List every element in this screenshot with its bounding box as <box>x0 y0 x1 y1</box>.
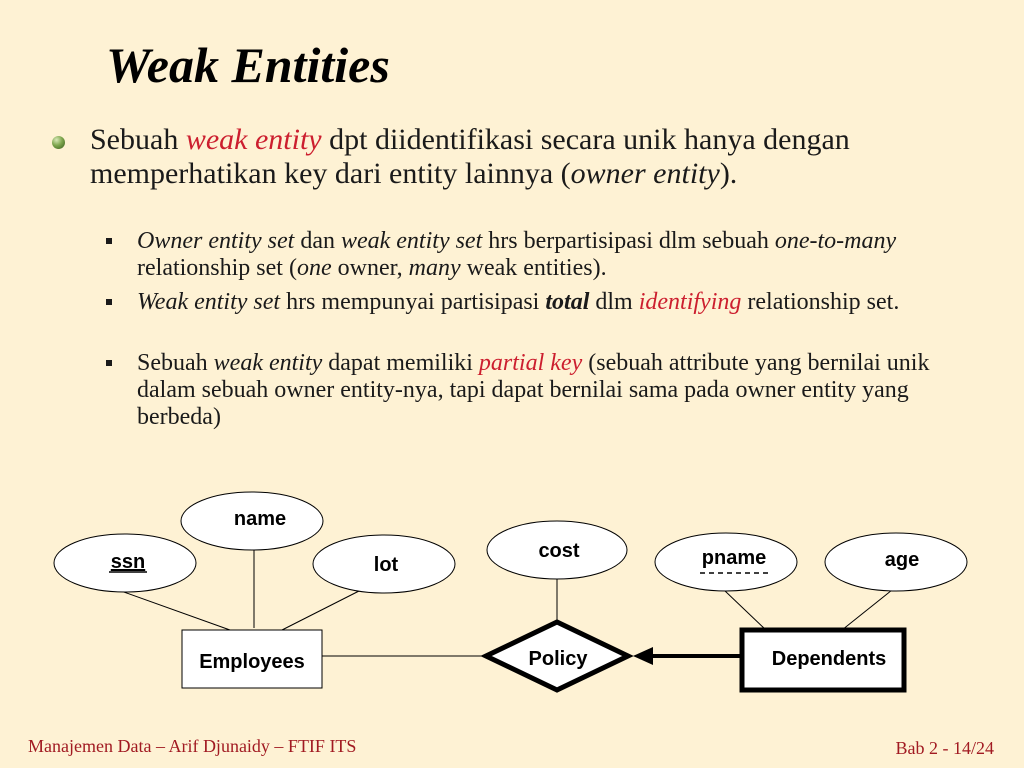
footer-page-number: Bab 2 - 14/24 <box>895 738 994 758</box>
sub-bullet-2-text-5: identifying <box>638 289 742 315</box>
sub-bullet-1-text-2: dan <box>294 228 341 254</box>
attribute-cost <box>487 521 627 579</box>
sub-bullet-1-text-1: Owner entity set <box>137 228 295 254</box>
sub-bullet-3-text-3: dapat memiliki <box>322 350 479 376</box>
sub-bullet-2-text-1: Weak entity set <box>137 289 281 315</box>
bullet-icon <box>52 136 65 149</box>
main-bullet <box>90 123 940 191</box>
attribute-cost-label: cost <box>538 540 580 562</box>
line-lot-employees <box>282 591 359 630</box>
attribute-age <box>825 533 967 591</box>
footer-left: Manajemen Data – Arif Djunaidy – FTIF ITS <box>28 736 357 756</box>
slide-title: Weak Entities <box>106 37 390 93</box>
entity-dependents <box>742 630 904 690</box>
sub-bullet-2-text-2: hrs mempunyai partisipasi <box>280 289 546 315</box>
line-pname-dependents <box>724 590 766 630</box>
entity-employees <box>182 630 322 688</box>
sub-bullet-3-text-4: partial key <box>478 350 583 376</box>
line-ssn-employees <box>121 591 230 630</box>
sub-bullet-2-text-4: dlm <box>589 289 639 315</box>
sub-bullet-1-text-9: many <box>408 255 461 281</box>
sub-bullet-2-text-6: relationship set. <box>741 289 900 315</box>
relationship-policy-label: Policy <box>528 648 588 670</box>
sub-bullet-3 <box>137 350 957 431</box>
attribute-name-label: name <box>233 508 287 530</box>
sub-bullet-1 <box>137 228 957 282</box>
relationship-policy <box>486 622 628 690</box>
attribute-age-label: age <box>884 549 920 571</box>
entity-employees-label: Employees <box>199 651 305 673</box>
sub-bullet-2 <box>137 289 957 316</box>
arrowhead-icon <box>633 647 653 665</box>
main-bullet-text-5: ). <box>719 157 738 190</box>
sub-bullet-3-text-5: (sebuah attribute yang bernilai unik dalam sebuah owner entity-nya, tapi dapat bernilai sama pada owner entity yang berbeda) <box>137 350 930 430</box>
sub-bullet-2-text-3: total <box>545 289 590 315</box>
main-bullet-text-3: dpt diidentifikasi secara unik hanya dengan memperhatikan key dari entity lainnya ( <box>90 123 850 190</box>
attribute-lot-label: lot <box>373 554 399 576</box>
attribute-pname-label: pname <box>701 547 767 569</box>
sub-bullet-3-text-2: weak entity <box>213 350 323 376</box>
sub-bullet-icon <box>106 299 112 305</box>
attribute-name <box>181 492 323 550</box>
line-age-dependents <box>842 590 892 630</box>
attribute-lot <box>313 535 455 593</box>
attribute-pname <box>655 533 797 591</box>
main-bullet-text-4: owner entity <box>570 157 720 190</box>
entity-dependents-label: Dependents <box>771 648 887 670</box>
er-diagram <box>0 470 1024 710</box>
sub-bullet-1-text-5: one-to-many <box>774 228 897 254</box>
attribute-ssn <box>54 534 196 592</box>
main-bullet-text-2: weak entity <box>185 123 322 156</box>
sub-bullet-3-text-1: Sebuah <box>137 350 214 376</box>
sub-bullet-1-text-7: one <box>296 255 332 281</box>
sub-bullet-1-text-8: owner, <box>331 255 409 281</box>
main-bullet-text-1: Sebuah <box>90 123 186 156</box>
sub-bullet-1-text-6: relationship set ( <box>137 255 297 281</box>
attribute-ssn-label: ssn <box>110 551 146 573</box>
sub-bullet-icon <box>106 238 112 244</box>
sub-bullet-1-text-4: hrs berpartisipasi dlm sebuah <box>482 228 775 254</box>
sub-bullet-1-text-10: weak entities). <box>460 255 607 281</box>
sub-bullet-icon <box>106 360 112 366</box>
sub-bullet-1-text-3: weak entity set <box>340 228 483 254</box>
